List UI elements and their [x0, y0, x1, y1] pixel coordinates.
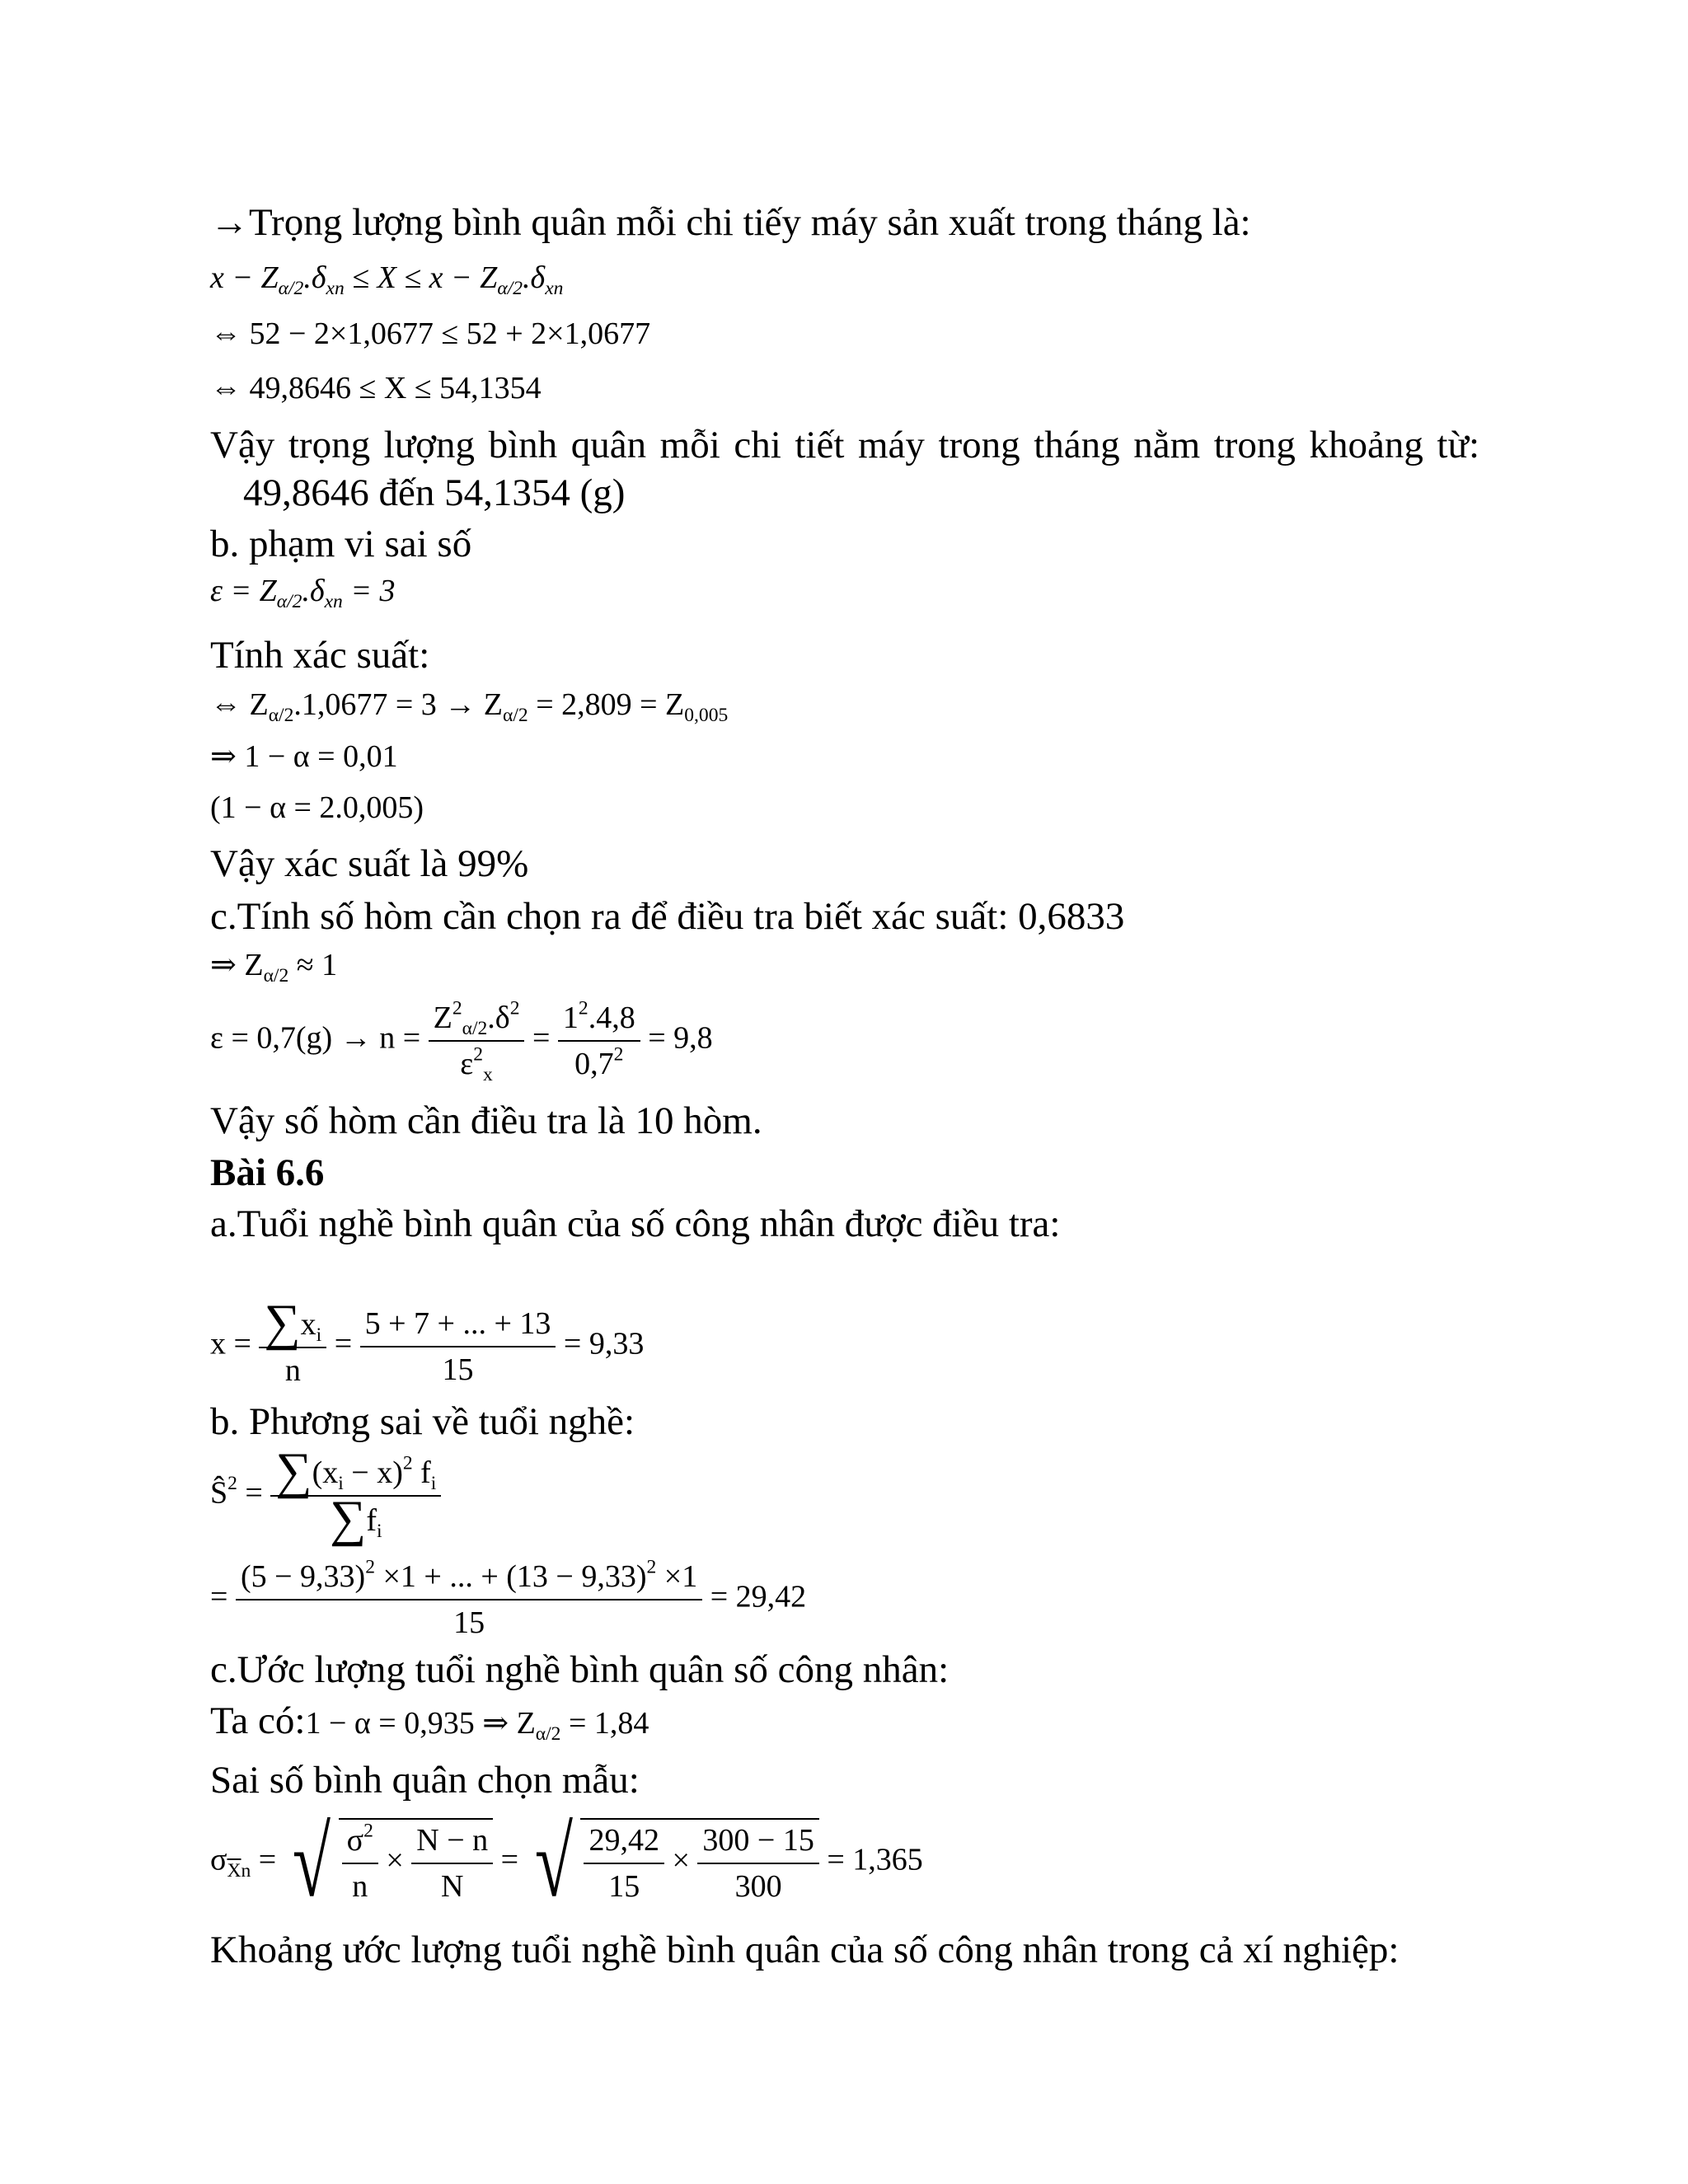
formula-mean: x = $\frac{\sum x_i}{n}$ = $\frac{5 + 7 + ... + 13}{15}$ = 9,33 [210, 1295, 645, 1388]
section-heading: Bài 6.6 [210, 1151, 325, 1194]
formula-line: ⇒ $Z_{\alpha/2} \approx 1$ [210, 948, 338, 987]
text-line: b. phạm vi sai số [210, 523, 472, 565]
text-line: Khoảng ước lượng tuổi nghề bình quân của số công nhân trong cả xí nghiệp: [210, 1929, 1400, 1971]
text-line: b. Phương sai về tuổi nghề: [210, 1400, 635, 1443]
formula-line: ⇔ $Z_{\alpha/2}.1,0677 = 3 \to Z_{\alpha/2} = 2,809 = Z_{0,005}$ [210, 687, 729, 727]
text-line: c.Tính số hòm cần chọn ra để điều tra biết xác suất: 0,6833 [210, 895, 1125, 938]
formula-line: ⇔ 49,8646 ≤ X ≤ 54,1354 [210, 371, 542, 405]
text-line: a.Tuổi nghề bình quân của số công nhân được điều tra: [210, 1202, 1061, 1245]
formula-line: ⇒ 1 − α = 0,01 [210, 739, 398, 774]
formula-error: $\varepsilon = Z_{\alpha/2}.\delta_{xn} = 3$ [210, 574, 396, 613]
formula-interval: $x - Z_{\alpha/2}.\delta_{xn} \le X \le x - Z_{\alpha/2}.\delta_{xn}$ [210, 260, 564, 300]
formula-line: Ta có:1 − α = 0,935 ⇒ $Z_{\alpha/2} = 1,84$ [210, 1699, 649, 1746]
formula-line: ⇔ 52 − 2×1,0677 ≤ 52 + 2×1,0677 [210, 316, 651, 351]
text-line: Tính xác suất: [210, 634, 430, 677]
formula-std-error: $\sigma_{\overline{X}n}$ = √ $\frac{\sigma^2}{n}$ × $\frac{N - n}{N}$ = √ $\frac{29,42}{15}$ × $\frac{300 - 15}{300}$ = 1,365 [210, 1807, 923, 1917]
text-line: →Trọng lượng bình quân mỗi chi tiếy máy sản xuất trong tháng là: [210, 201, 1251, 244]
formula-line: (1 − α = 2.0,005) [210, 790, 424, 825]
formula-variance-calc: = $\frac{(5 - 9,33)^2 \times 1 + ... + (13 - 9,33)^2 \times 1}{15}$ = 29,42 [210, 1556, 807, 1640]
text-line: c.Ước lượng tuổi nghề bình quân số công nhân: [210, 1648, 950, 1691]
text-line: Vậy số hòm cần điều tra là 10 hòm. [210, 1099, 762, 1142]
formula-sample-size: ε = 0,7(g) → n = $\frac{Z^2_{\alpha/2}.\delta^2}{\varepsilon^2_x}$ = $\frac{1^2.4,8}{0,7^2}$ = 9,8 [210, 997, 713, 1086]
text-line: Sai số bình quân chọn mẫu: [210, 1759, 640, 1802]
text-line: Vậy xác suất là 99% [210, 842, 529, 885]
text-line: 49,8646 đến 54,1354 (g) [243, 471, 626, 514]
formula-variance: $Ŝ^2$ = $\frac{\sum(x_i - x)^2 f_i}{\sum f_i}$ [210, 1451, 441, 1541]
text-line: Vậy trọng lượng bình quân mỗi chi tiết máy trong tháng nằm trong khoảng từ: [210, 424, 1479, 466]
